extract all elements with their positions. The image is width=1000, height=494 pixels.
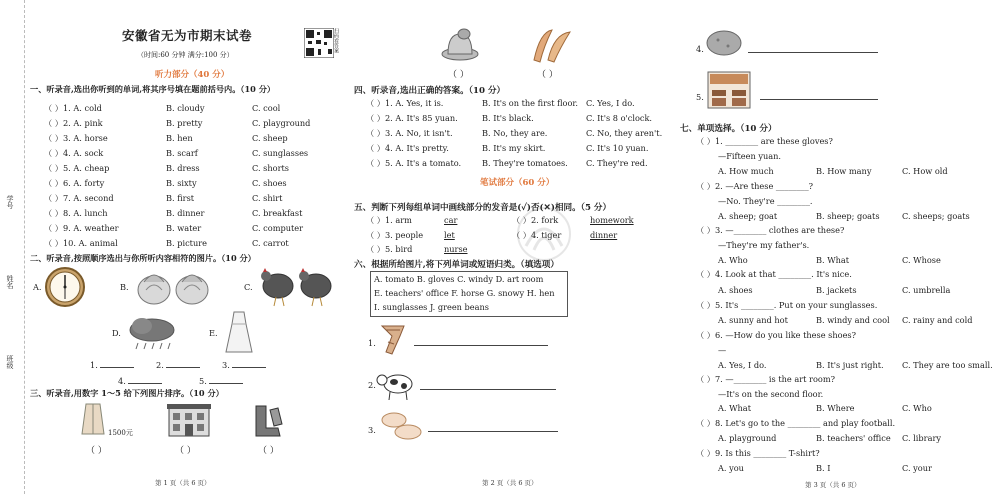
s1-row-9-a: （ ）9. A. weather	[44, 223, 119, 233]
q8-option-a[interactable]: A. playground	[718, 433, 777, 443]
s2-answer-1-blank[interactable]	[100, 367, 134, 368]
s5-row-2-w: let	[444, 230, 455, 240]
qr-code	[304, 28, 334, 58]
s1-row-8-a: （ ）8. A. lunch	[44, 208, 108, 218]
q3-option-a[interactable]: A. Who	[718, 255, 748, 265]
wind-cloud-image	[380, 410, 424, 442]
s4-row-1-b: B. It's on the first floor.	[482, 98, 579, 108]
q2-option-b[interactable]: B. sheep; goats	[816, 211, 880, 221]
s1-row-9-c: C. computer	[252, 223, 304, 233]
s2-answer-2-blank[interactable]	[166, 367, 200, 368]
side-label-class: 班级	[6, 355, 14, 369]
s5-row-2-a: （ ）3. people	[366, 230, 424, 240]
s5-row-1-b: （ ）2. fork	[512, 215, 559, 225]
hens-image	[258, 264, 338, 310]
hat-image	[440, 26, 480, 64]
s1-row-5-c: C. shorts	[252, 163, 289, 173]
written-header: 笔试部分（60 分）	[480, 178, 555, 188]
s4-row-2-c: C. It's 8 o'clock.	[586, 113, 653, 123]
q3-sub: —They're my father's.	[718, 240, 810, 250]
q8-option-c[interactable]: C. library	[902, 433, 941, 443]
binding-margin	[0, 0, 25, 494]
art-room-image	[706, 70, 752, 110]
s5-row-1-w: car	[444, 215, 458, 225]
s1-row-4-b: B. scarf	[166, 148, 198, 158]
q9-option-c[interactable]: C. your	[902, 463, 932, 473]
s2-label-b: B.	[120, 282, 129, 292]
q2-stem: （ ）2. —Are these ________?	[696, 181, 814, 191]
page-2	[340, 0, 670, 494]
q3-option-c[interactable]: C. Whose	[902, 255, 941, 265]
s1-row-4-a: （ ）4. A. sock	[44, 148, 104, 158]
s1-row-2-a: （ ）2. A. pink	[44, 118, 103, 128]
s1-row-10-a: （ ）10. A. animal	[44, 238, 118, 248]
page-3-footer: 第 3 页（共 6 页）	[805, 481, 861, 489]
q6-stem: （ ）6. —How do you like these shoes?	[696, 330, 857, 340]
s4-row-3-c: C. No, they aren't.	[586, 128, 663, 138]
q2-option-a[interactable]: A. sheep; goat	[718, 211, 778, 221]
s1-row-1-c: C. cool	[252, 103, 281, 113]
q5-option-a[interactable]: A. sunny and hot	[718, 315, 788, 325]
q2-sub: —No. They're ________.	[718, 196, 813, 206]
q9-option-b[interactable]: B. I	[816, 463, 831, 473]
q1-stem: （ ）1. ________ are these gloves?	[696, 136, 833, 146]
s1-row-7-a: （ ）7. A. second	[44, 193, 114, 203]
q8-stem: （ ）8. Let's go to the ________ and play football.	[696, 418, 896, 428]
q5-option-b[interactable]: B. windy and cool	[816, 315, 890, 325]
coat-image	[80, 402, 106, 436]
q1-option-a[interactable]: A. How much	[718, 166, 774, 176]
q7-option-c[interactable]: C. Who	[902, 403, 932, 413]
s1-row-5-b: B. dress	[166, 163, 200, 173]
s2-answer-5: 5.	[199, 376, 243, 386]
word-bank-line-3: I. sunglasses J. green beans	[374, 302, 489, 312]
s2-label-e: E.	[209, 328, 218, 338]
side-label-student-id: 学号	[6, 195, 14, 209]
s2-answer-3: 3.	[222, 360, 266, 370]
s5-row-3-w: nurse	[444, 244, 468, 254]
section-3-heading: 三、听录音,用数字 1～5 给下列图片排序。（10 分）	[30, 388, 224, 398]
exam-meta: （时间:60 分钟 满分:100 分）	[137, 51, 234, 59]
potato-image	[704, 28, 744, 58]
q3-stem: （ ）3. —________ clothes are these?	[696, 225, 845, 235]
s2-answer-4: 4.	[118, 376, 162, 386]
q9-stem: （ ）9. Is this ________ T-shirt?	[696, 448, 820, 458]
q9-option-a[interactable]: A. you	[718, 463, 744, 473]
s1-row-4-c: C. sunglasses	[252, 148, 309, 158]
s1-row-2-b: B. pretty	[166, 118, 203, 128]
s4-row-5-b: B. They're tomatoes.	[482, 158, 568, 168]
q3-option-b[interactable]: B. What	[816, 255, 850, 265]
s5-row-2-b: （ ）4. tiger	[512, 230, 562, 240]
s4-row-1-c: C. Yes, I do.	[586, 98, 635, 108]
s4-row-5-a: （ ）5. A. It's a tomato.	[366, 158, 462, 168]
top-paren-2[interactable]: （ ）	[537, 70, 558, 80]
s4-row-3-b: B. No, they are.	[482, 128, 548, 138]
s4-row-4-b: B. It's my skirt.	[482, 143, 546, 153]
s1-row-10-b: B. picture	[166, 238, 207, 248]
q1-option-c[interactable]: C. How old	[902, 166, 948, 176]
cabbage-image	[136, 266, 214, 308]
q6-option-a[interactable]: A. Yes, I do.	[718, 360, 767, 370]
s5-row-2-w2: dinner	[590, 230, 618, 240]
q1-option-b[interactable]: B. How many	[816, 166, 872, 176]
q1-sub: —Fifteen yuan.	[718, 151, 782, 161]
q4-option-b[interactable]: B. jackets	[816, 285, 857, 295]
s4-row-4-c: C. It's 10 yuan.	[586, 143, 649, 153]
s5-row-3-a: （ ）5. bird	[366, 244, 413, 254]
word-bank-line-1: A. tomato B. gloves C. windy D. art room	[374, 274, 544, 284]
s5-row-1-a: （ ）1. arm	[366, 215, 412, 225]
watermark-logo	[516, 206, 572, 262]
q8-option-b[interactable]: B. teachers' office	[816, 433, 891, 443]
item-4-num: 4.	[696, 44, 704, 54]
section-5-heading: 五、判断下列每组单词中画线部分的发音是(✓)否(✕)相同。（5 分）	[354, 203, 612, 213]
boots-image	[252, 402, 288, 438]
s4-row-1-a: （ ）1. A. Yes, it is.	[366, 98, 444, 108]
cow-image	[376, 370, 416, 402]
item-4-blank[interactable]	[748, 52, 878, 53]
s1-row-1-b: B. cloudy	[166, 103, 205, 113]
s4-row-3-a: （ ）3. A. No, it isn't.	[366, 128, 453, 138]
qr-caption: 扫码看答案	[333, 28, 339, 53]
dress-image	[224, 310, 254, 354]
top-paren-1[interactable]: （ ）	[448, 70, 469, 80]
page-title: 安徽省无为市期末试卷	[122, 28, 253, 43]
q5-stem: （ ）5. It's ________. Put on your sunglasses.	[696, 300, 878, 310]
side-label-name: 姓名	[6, 275, 14, 289]
q7-option-b[interactable]: B. Where	[816, 403, 855, 413]
s2-label-d: D.	[112, 328, 121, 338]
section-6-heading: 六、根据所给图片,将下列单词或短语归类。（填选项）	[354, 260, 559, 270]
s1-row-7-c: C. shirt	[252, 193, 283, 203]
rain-cloud-image	[126, 316, 178, 354]
item-5-num: 5.	[696, 92, 704, 102]
q4-stem: （ ）4. Look at that ________. It's nice.	[696, 269, 852, 279]
s2-answer-3-blank[interactable]	[232, 367, 266, 368]
s2-answer-2: 2.	[156, 360, 200, 370]
s1-row-5-a: （ ）5. A. cheap	[44, 163, 110, 173]
s6-item-1-num: 1.	[368, 338, 376, 348]
s6-item-3-blank[interactable]	[428, 431, 558, 432]
s6-item-2-blank[interactable]	[420, 389, 556, 390]
s1-row-6-a: （ ）6. A. forty	[44, 178, 105, 188]
q5-option-c[interactable]: C. rainy and cold	[902, 315, 973, 325]
s1-row-3-a: （ ）3. A. horse	[44, 133, 108, 143]
s1-row-6-b: B. sixty	[166, 178, 197, 188]
page-1-footer: 第 1 页（共 6 页）	[155, 479, 211, 487]
section-4-heading: 四、听录音,选出正确的答案。（10 分）	[354, 86, 506, 96]
s1-row-3-b: B. hen	[166, 133, 193, 143]
scarf-image	[378, 322, 408, 356]
item-5-blank[interactable]	[760, 99, 878, 100]
s1-row-10-c: C. carrot	[252, 238, 289, 248]
q6-option-b[interactable]: B. It's just right.	[816, 360, 884, 370]
s2-answer-5-blank[interactable]	[209, 383, 243, 384]
s1-row-3-c: C. sheep	[252, 133, 288, 143]
price-tag: 1500元	[108, 429, 133, 437]
q7-option-a[interactable]: A. What	[718, 403, 751, 413]
q4-option-a[interactable]: A. shoes	[718, 285, 753, 295]
s1-row-1-a: （ ）1. A. cold	[44, 103, 102, 113]
s6-item-1-blank[interactable]	[414, 345, 548, 346]
s1-row-8-b: B. dinner	[166, 208, 205, 218]
listening-header: 听力部分（40 分）	[155, 70, 230, 80]
word-bank-line-2: E. teachers' office F. horse G. snowy H. hen	[374, 288, 555, 298]
s5-row-1-w2: homework	[590, 215, 634, 225]
green-beans-image	[530, 28, 574, 64]
s1-row-2-c: C. playground	[252, 118, 311, 128]
q4-option-c[interactable]: C. umbrella	[902, 285, 951, 295]
building-image	[167, 402, 211, 438]
section-1-heading: 一、听录音,选出你听到的单词,将其序号填在题前括号内。（10 分）	[30, 84, 276, 94]
s3-paren-3[interactable]: （ ）	[258, 446, 279, 456]
clock-image	[44, 266, 86, 308]
q6-sub: —	[718, 345, 727, 355]
s1-row-9-b: B. water	[166, 223, 202, 233]
page-3	[670, 0, 1000, 494]
s2-label-a: A.	[33, 282, 42, 292]
s2-answer-4-blank[interactable]	[128, 383, 162, 384]
s3-paren-1[interactable]: （ ）	[86, 446, 107, 456]
q7-sub: —It's on the second floor.	[718, 389, 824, 399]
s4-row-2-a: （ ）2. A. It's 85 yuan.	[366, 113, 458, 123]
section-7-heading: 七、单项选择。（10 分）	[680, 124, 777, 134]
s2-label-c: C.	[244, 282, 253, 292]
s3-paren-2[interactable]: （ ）	[175, 446, 196, 456]
page-2-footer: 第 2 页（共 6 页）	[482, 479, 538, 487]
page-1	[0, 0, 340, 494]
q2-option-c[interactable]: C. sheeps; goats	[902, 211, 970, 221]
s4-row-4-a: （ ）4. A. It's pretty.	[366, 143, 449, 153]
q6-option-c[interactable]: C. They are too small.	[902, 360, 993, 370]
s1-row-8-c: C. breakfast	[252, 208, 303, 218]
s1-row-7-b: B. first	[166, 193, 195, 203]
s2-answer-1: 1.	[90, 360, 134, 370]
s6-item-3-num: 3.	[368, 425, 376, 435]
s4-row-5-c: C. They're red.	[586, 158, 648, 168]
section-2-heading: 二、听录音,按照顺序选出与你所听内容相符的图片。（10 分）	[30, 253, 256, 263]
s4-row-2-b: B. It's black.	[482, 113, 534, 123]
s1-row-6-c: C. shoes	[252, 178, 287, 188]
q7-stem: （ ）7. —________ is the art room?	[696, 374, 835, 384]
s6-item-2-num: 2.	[368, 380, 376, 390]
